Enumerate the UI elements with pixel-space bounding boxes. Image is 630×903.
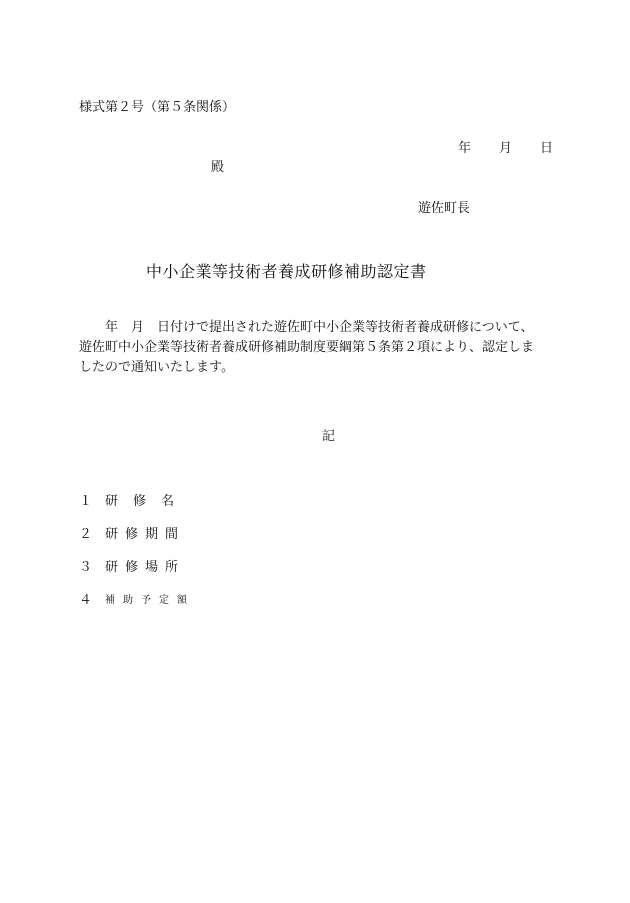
item-number: ３ bbox=[79, 560, 93, 575]
date-day-label: 日 bbox=[540, 141, 554, 156]
date-month-label: 月 bbox=[499, 141, 513, 156]
body-line-3: したので通知いたします。 bbox=[79, 360, 234, 375]
item-label-training-period: 研修期間 bbox=[105, 527, 186, 542]
body-paragraph bbox=[79, 318, 549, 378]
item-number: ２ bbox=[79, 527, 93, 542]
list-item bbox=[79, 490, 195, 523]
record-heading: 記 bbox=[322, 429, 336, 444]
document-title: 中小企業等技術者養成研修補助認定書 bbox=[146, 262, 427, 281]
date-year-label: 年 bbox=[458, 141, 472, 156]
body-line-2: 遊佐町中小企業等技術者養成研修補助制度要綱第５条第２項により、認定しま bbox=[79, 340, 535, 355]
item-list bbox=[79, 490, 195, 622]
list-item bbox=[79, 523, 195, 556]
addressee-honorific: 殿 bbox=[211, 160, 225, 175]
list-item bbox=[79, 556, 195, 589]
item-label-training-name: 研修名 bbox=[105, 494, 190, 509]
issuer-name: 遊佐町長 bbox=[418, 201, 471, 216]
item-number: ４ bbox=[79, 593, 93, 608]
item-label-subsidy-amount: 補助予定額 bbox=[105, 595, 195, 606]
item-label-training-location: 研修場所 bbox=[105, 560, 186, 575]
item-number: １ bbox=[79, 494, 93, 509]
list-item bbox=[79, 589, 195, 622]
body-line-1: 年 月 日付けで提出された遊佐町中小企業等技術者養成研修について、 bbox=[105, 320, 534, 335]
form-number: 様式第２号（第５条関係） bbox=[79, 100, 236, 115]
